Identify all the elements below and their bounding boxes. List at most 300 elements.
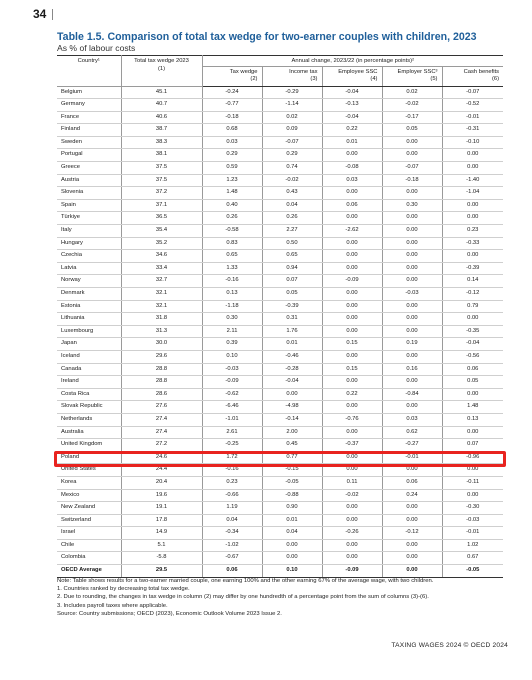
value-cell: 0.03 (382, 413, 442, 426)
value-cell: -4.98 (262, 401, 322, 414)
value-cell: -0.52 (442, 99, 503, 112)
value-cell: 0.62 (382, 426, 442, 439)
country-cell: Slovenia (57, 187, 121, 200)
value-cell: -0.01 (442, 111, 503, 124)
value-cell: 0.02 (262, 111, 322, 124)
value-cell: 0.00 (382, 212, 442, 225)
value-cell: 0.00 (382, 502, 442, 515)
value-cell: 0.29 (262, 149, 322, 162)
country-cell: France (57, 111, 121, 124)
value-cell: -0.04 (262, 376, 322, 389)
value-cell: 0.00 (322, 288, 382, 301)
value-cell: 1.19 (202, 502, 262, 515)
value-cell: 0.15 (322, 363, 382, 376)
value-cell: 0.00 (322, 212, 382, 225)
value-cell: -0.02 (382, 99, 442, 112)
table-row (57, 439, 503, 452)
value-cell: 0.65 (202, 250, 262, 263)
table-row (57, 124, 503, 137)
value-cell: -0.18 (202, 111, 262, 124)
header-col-label: Cash benefits (463, 68, 500, 75)
value-cell: 0.22 (322, 124, 382, 137)
value-cell: 0.00 (322, 502, 382, 515)
value-cell: -0.18 (382, 174, 442, 187)
value-cell: 17.8 (121, 514, 202, 527)
country-cell: Netherlands (57, 413, 121, 426)
value-cell: -0.03 (442, 514, 503, 527)
value-cell: 37.5 (121, 174, 202, 187)
value-cell: -0.77 (202, 99, 262, 112)
value-cell: 0.05 (382, 124, 442, 137)
value-cell: -0.09 (322, 275, 382, 288)
value-cell: 0.03 (202, 136, 262, 149)
table-row (57, 338, 503, 351)
value-cell: 0.10 (202, 350, 262, 363)
value-cell: 40.6 (121, 111, 202, 124)
value-cell: 1.76 (262, 325, 322, 338)
value-cell: -0.04 (442, 338, 503, 351)
country-cell: Canada (57, 363, 121, 376)
table-row (57, 376, 503, 389)
value-cell: 0.74 (262, 162, 322, 175)
value-cell: -0.24 (202, 86, 262, 99)
value-cell: -0.39 (442, 262, 503, 275)
value-cell: 0.90 (262, 502, 322, 515)
table-row (57, 111, 503, 124)
value-cell: 0.00 (442, 149, 503, 162)
value-cell: 0.00 (442, 388, 503, 401)
table-row (57, 350, 503, 363)
value-cell: 33.4 (121, 262, 202, 275)
table-notes (57, 577, 507, 618)
value-cell: -0.30 (442, 502, 503, 515)
header-col-label: Employee SSC (338, 68, 378, 75)
note-3: 3. Includes payroll taxes where applicable. (57, 602, 168, 609)
value-cell: 28.6 (121, 388, 202, 401)
value-cell: 0.04 (262, 199, 322, 212)
value-cell: 0.00 (382, 149, 442, 162)
value-cell: -0.07 (442, 86, 503, 99)
table-row (57, 514, 503, 527)
poland-highlight-box (54, 451, 506, 467)
value-cell: 34.6 (121, 250, 202, 263)
value-cell: 0.26 (262, 212, 322, 225)
value-cell: -0.10 (442, 136, 503, 149)
value-cell: 0.59 (202, 162, 262, 175)
value-cell: -0.27 (382, 439, 442, 452)
value-cell: 0.43 (262, 187, 322, 200)
value-cell: 24.6 (121, 451, 202, 464)
value-cell: 40.7 (121, 99, 202, 112)
value-cell: -0.09 (322, 565, 382, 578)
country-cell: Switzerland (57, 514, 121, 527)
country-cell: Korea (57, 476, 121, 489)
value-cell: 0.00 (442, 250, 503, 263)
value-cell: 0.67 (442, 552, 503, 565)
value-cell: 5.1 (121, 539, 202, 552)
value-cell: -0.16 (202, 275, 262, 288)
header-col-4 (322, 66, 382, 86)
value-cell: -0.01 (442, 527, 503, 540)
value-cell: 37.5 (121, 162, 202, 175)
table-row (57, 476, 503, 489)
value-cell: -0.17 (382, 111, 442, 124)
country-cell: Hungary (57, 237, 121, 250)
value-cell: 0.00 (322, 426, 382, 439)
value-cell: -0.26 (322, 527, 382, 540)
value-cell: 0.00 (322, 401, 382, 414)
country-cell: Israel (57, 527, 121, 540)
value-cell: -1.14 (262, 99, 322, 112)
value-cell: 0.83 (202, 237, 262, 250)
oecd-average-row (57, 565, 503, 578)
value-cell: 2.61 (202, 426, 262, 439)
value-cell: -0.13 (322, 99, 382, 112)
value-cell: 0.00 (322, 451, 382, 464)
header-col-num: (3) (310, 76, 318, 82)
page-footer: TAXING WAGES 2024 © OECD 2024 (391, 642, 508, 649)
country-cell: Sweden (57, 136, 121, 149)
value-cell: 0.00 (442, 199, 503, 212)
value-cell: 27.4 (121, 413, 202, 426)
value-cell: 1.23 (202, 174, 262, 187)
table-row (57, 325, 503, 338)
value-cell: -0.02 (322, 489, 382, 502)
value-cell: 0.10 (262, 565, 322, 578)
country-cell: New Zealand (57, 502, 121, 515)
value-cell: 19.6 (121, 489, 202, 502)
value-cell: 1.72 (202, 451, 262, 464)
value-cell: -0.03 (202, 363, 262, 376)
value-cell: 0.24 (382, 489, 442, 502)
value-cell: 0.68 (202, 124, 262, 137)
value-cell: 38.7 (121, 124, 202, 137)
value-cell: 0.06 (322, 199, 382, 212)
header-col-label: Income tax (289, 68, 318, 75)
value-cell: 0.26 (202, 212, 262, 225)
value-cell: 0.07 (262, 275, 322, 288)
header-col-num: (4) (370, 76, 378, 82)
value-cell: -0.84 (382, 388, 442, 401)
value-cell: 0.45 (262, 439, 322, 452)
value-cell: 0.00 (382, 401, 442, 414)
value-cell: 1.48 (202, 187, 262, 200)
table-row (57, 489, 503, 502)
value-cell: 0.77 (262, 451, 322, 464)
country-cell: Italy (57, 225, 121, 238)
value-cell: -0.15 (262, 464, 322, 477)
header-col-3 (262, 66, 322, 86)
value-cell: 0.00 (322, 514, 382, 527)
value-cell: -0.04 (322, 86, 382, 99)
table-row (57, 527, 503, 540)
table-row (57, 552, 503, 565)
value-cell: 20.4 (121, 476, 202, 489)
value-cell: 0.00 (322, 539, 382, 552)
note-2: 2. Due to rounding, the changes in tax wedge in column (2) may differ by one hundredth of a percentage point from the sum of columns (3)-(6). (57, 594, 429, 601)
value-cell: 2.11 (202, 325, 262, 338)
country-cell: Luxembourg (57, 325, 121, 338)
value-cell: -1.01 (202, 413, 262, 426)
value-cell: 0.15 (322, 338, 382, 351)
value-cell: 0.00 (322, 464, 382, 477)
value-cell: 0.00 (322, 552, 382, 565)
value-cell: 35.4 (121, 225, 202, 238)
country-cell: Colombia (57, 552, 121, 565)
table-row (57, 288, 503, 301)
value-cell: -0.58 (202, 225, 262, 238)
value-cell: 0.00 (322, 237, 382, 250)
value-cell: 0.00 (262, 388, 322, 401)
value-cell: 0.00 (262, 539, 322, 552)
value-cell: 29.6 (121, 350, 202, 363)
value-cell: 0.03 (322, 174, 382, 187)
value-cell: 0.04 (202, 514, 262, 527)
value-cell: 0.01 (322, 136, 382, 149)
value-cell: -0.96 (442, 451, 503, 464)
header-col-5 (382, 66, 442, 86)
value-cell: 0.40 (202, 199, 262, 212)
value-cell: -5.8 (121, 552, 202, 565)
value-cell: -0.35 (442, 325, 503, 338)
value-cell: -0.67 (202, 552, 262, 565)
table-row (57, 149, 503, 162)
value-cell: -6.46 (202, 401, 262, 414)
value-cell: 0.05 (442, 376, 503, 389)
value-cell: -0.02 (262, 174, 322, 187)
value-cell: 0.00 (442, 426, 503, 439)
value-cell: 37.1 (121, 199, 202, 212)
value-cell: 0.00 (322, 300, 382, 313)
value-cell: 0.13 (202, 288, 262, 301)
value-cell: 0.65 (262, 250, 322, 263)
table-row (57, 212, 503, 225)
country-cell: Ireland (57, 376, 121, 389)
value-cell: -0.09 (202, 376, 262, 389)
country-cell: Estonia (57, 300, 121, 313)
table-row (57, 539, 503, 552)
value-cell: -0.31 (442, 124, 503, 137)
country-cell: Denmark (57, 288, 121, 301)
value-cell: 0.22 (322, 388, 382, 401)
value-cell: 28.8 (121, 376, 202, 389)
country-cell: Latvia (57, 262, 121, 275)
value-cell: -0.14 (262, 413, 322, 426)
header-col-num: (2) (250, 76, 258, 82)
header-total-label: Total tax wedge 2023 (134, 58, 189, 64)
table-row (57, 413, 503, 426)
value-cell: 0.00 (442, 212, 503, 225)
table-row (57, 426, 503, 439)
table-row (57, 250, 503, 263)
value-cell: 37.2 (121, 187, 202, 200)
value-cell: 32.1 (121, 288, 202, 301)
country-cell: Czechia (57, 250, 121, 263)
value-cell: 0.29 (202, 149, 262, 162)
value-cell: -0.03 (382, 288, 442, 301)
value-cell: 38.1 (121, 149, 202, 162)
value-cell: 0.94 (262, 262, 322, 275)
country-cell: Greece (57, 162, 121, 175)
table-row (57, 199, 503, 212)
country-cell: Austria (57, 174, 121, 187)
value-cell: -0.33 (442, 237, 503, 250)
value-cell: -0.88 (262, 489, 322, 502)
country-cell: Germany (57, 99, 121, 112)
table-row (57, 136, 503, 149)
value-cell: 36.5 (121, 212, 202, 225)
table-row (57, 174, 503, 187)
value-cell: 0.30 (202, 313, 262, 326)
value-cell: 27.2 (121, 439, 202, 452)
value-cell: 0.00 (442, 162, 503, 175)
value-cell: -0.12 (382, 527, 442, 540)
value-cell: 28.8 (121, 363, 202, 376)
value-cell: 31.8 (121, 313, 202, 326)
value-cell: -0.34 (202, 527, 262, 540)
country-cell: OECD Average (57, 565, 121, 578)
value-cell: 0.06 (382, 476, 442, 489)
value-cell: 31.3 (121, 325, 202, 338)
country-cell: Lithuania (57, 313, 121, 326)
value-cell: 0.39 (202, 338, 262, 351)
country-cell: Slovak Republic (57, 401, 121, 414)
country-cell: Finland (57, 124, 121, 137)
value-cell: 0.00 (382, 552, 442, 565)
value-cell: 0.00 (382, 325, 442, 338)
value-cell: -2.62 (322, 225, 382, 238)
note-1: 1. Countries ranked by decreasing total tax wedge. (57, 586, 190, 593)
value-cell: -0.05 (442, 565, 503, 578)
value-cell: 0.79 (442, 300, 503, 313)
value-cell: -0.39 (262, 300, 322, 313)
value-cell: 0.00 (382, 350, 442, 363)
table-row (57, 262, 503, 275)
value-cell: 0.00 (382, 136, 442, 149)
value-cell: -1.40 (442, 174, 503, 187)
table-row (57, 388, 503, 401)
value-cell: 0.00 (382, 464, 442, 477)
country-cell: Iceland (57, 350, 121, 363)
country-cell: Belgium (57, 86, 121, 99)
value-cell: 0.00 (322, 149, 382, 162)
value-cell: -0.04 (322, 111, 382, 124)
value-cell: 0.00 (382, 300, 442, 313)
country-cell: Türkiye (57, 212, 121, 225)
table-row (57, 363, 503, 376)
value-cell: 0.05 (262, 288, 322, 301)
value-cell: -0.76 (322, 413, 382, 426)
country-cell: United States (57, 464, 121, 477)
value-cell: 35.2 (121, 237, 202, 250)
value-cell: 0.19 (382, 338, 442, 351)
table-row (57, 502, 503, 515)
value-cell: 0.00 (442, 313, 503, 326)
value-cell: -0.07 (382, 162, 442, 175)
country-cell: Japan (57, 338, 121, 351)
value-cell: 0.00 (322, 187, 382, 200)
value-cell: 0.00 (262, 552, 322, 565)
value-cell: 32.7 (121, 275, 202, 288)
page-number: 34 (33, 7, 47, 21)
country-cell: Australia (57, 426, 121, 439)
value-cell: 27.4 (121, 426, 202, 439)
value-cell: 0.00 (382, 539, 442, 552)
header-col-num: (6) (491, 76, 500, 82)
value-cell: 0.00 (322, 325, 382, 338)
value-cell: 1.48 (442, 401, 503, 414)
table-row (57, 401, 503, 414)
value-cell: 0.00 (382, 187, 442, 200)
value-cell: 2.00 (262, 426, 322, 439)
value-cell: 0.06 (202, 565, 262, 578)
value-cell: 2.27 (262, 225, 322, 238)
value-cell: 0.23 (442, 225, 503, 238)
country-cell: Costa Rica (57, 388, 121, 401)
table-row (57, 237, 503, 250)
note-source: Source: Country submissions; OECD (2023), Economic Outlook Volume 2023 Issue 2. (57, 610, 282, 617)
value-cell: 0.00 (322, 350, 382, 363)
value-cell: 0.09 (262, 124, 322, 137)
value-cell: 0.01 (262, 338, 322, 351)
header-total-tax-wedge (121, 56, 202, 87)
value-cell: -0.46 (262, 350, 322, 363)
value-cell: -0.66 (202, 489, 262, 502)
value-cell: 0.00 (382, 313, 442, 326)
value-cell: 0.00 (382, 262, 442, 275)
value-cell: 0.00 (322, 250, 382, 263)
value-cell: 0.11 (322, 476, 382, 489)
value-cell: 0.00 (382, 250, 442, 263)
tax-wedge-table (57, 55, 503, 578)
value-cell: 0.01 (262, 514, 322, 527)
value-cell: 0.00 (382, 514, 442, 527)
value-cell: 1.33 (202, 262, 262, 275)
header-col-num: (5) (430, 76, 438, 82)
value-cell: 0.07 (442, 439, 503, 452)
country-cell: Norway (57, 275, 121, 288)
value-cell: 38.3 (121, 136, 202, 149)
value-cell: -0.01 (382, 451, 442, 464)
value-cell: 0.00 (442, 489, 503, 502)
country-cell: Portugal (57, 149, 121, 162)
value-cell: 0.50 (262, 237, 322, 250)
value-cell: 0.16 (382, 363, 442, 376)
value-cell: -0.62 (202, 388, 262, 401)
header-total-num: (1) (157, 65, 166, 72)
value-cell: -0.29 (262, 86, 322, 99)
header-col-label: Tax wedge (229, 68, 258, 75)
table-row (57, 225, 503, 238)
value-cell: -0.12 (442, 288, 503, 301)
table-row (57, 187, 503, 200)
value-cell: 0.31 (262, 313, 322, 326)
value-cell: 45.1 (121, 86, 202, 99)
value-cell: -1.04 (442, 187, 503, 200)
table-row (57, 99, 503, 112)
value-cell: 0.00 (382, 376, 442, 389)
country-cell: Spain (57, 199, 121, 212)
value-cell: 29.5 (121, 565, 202, 578)
value-cell: -0.16 (202, 464, 262, 477)
value-cell: -0.05 (262, 476, 322, 489)
table-row (57, 86, 503, 99)
value-cell: 27.6 (121, 401, 202, 414)
country-cell: United Kingdom (57, 439, 121, 452)
country-cell: Poland (57, 451, 121, 464)
table-row (57, 313, 503, 326)
value-cell: 0.06 (442, 363, 503, 376)
